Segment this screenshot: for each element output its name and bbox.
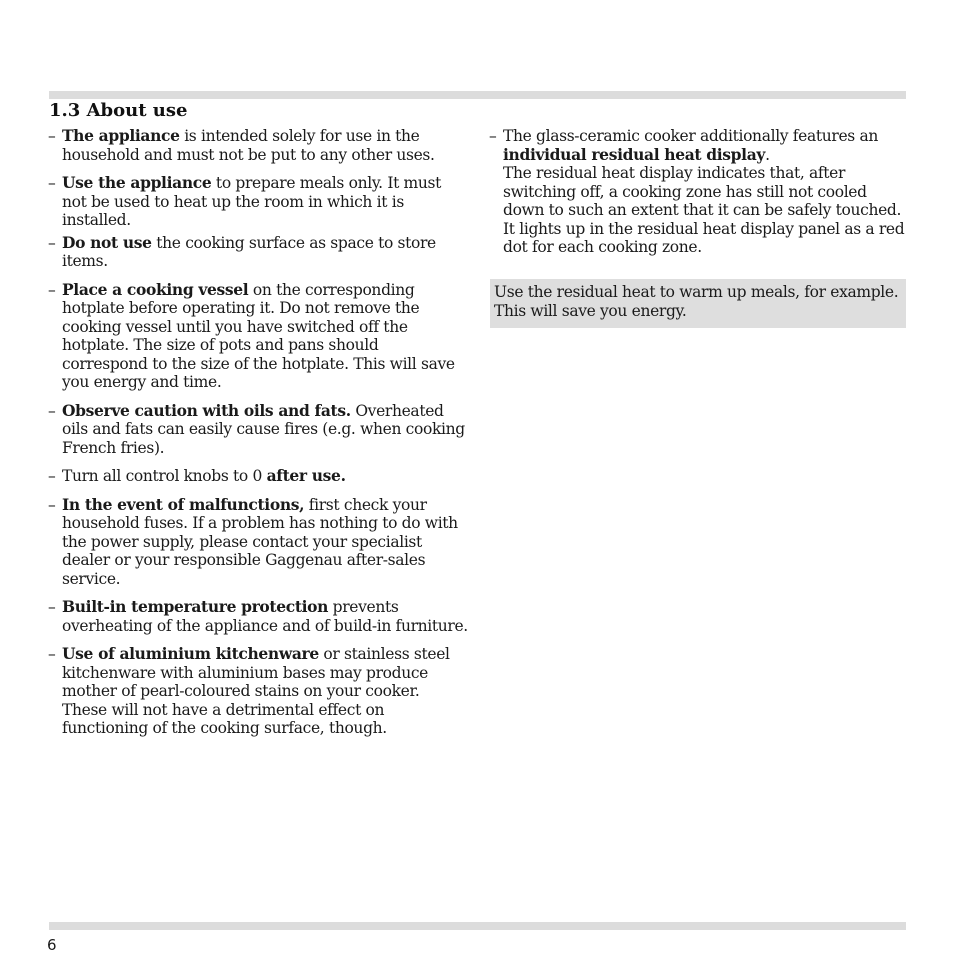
right-column (489, 127, 909, 267)
item-bold: individual residual heat display (503, 144, 766, 164)
bottom-rule (49, 922, 906, 930)
item-text: on the corresponding hotplate before operating it. Do not remove the cooking vessel until you have switched off the hotplate. The size of pots and pans should correspond to the size of the hotplate. This will save you energy and time. (62, 280, 455, 391)
item-text: Turn all control knobs to 0 (62, 467, 267, 485)
list-item-use: – Use the appliance to prepare meals only. It must not be used to heat up the room in which it is installed. (48, 173, 442, 229)
item-bold: Observe caution with oils and fats. (62, 400, 351, 420)
energy-tip-note: Use the residual heat to warm up meals, for example. This will save you energy. (490, 279, 906, 328)
list-item-residual-heat: – The glass-ceramic cooker additionally features an individual residual heat display. The residual heat display indicates that, after switching off, a cooking zone has still not cooled down to such an extent that it can be safely touched. It lights up in the residual heat display panel as a red dot for each cooking zone. (489, 127, 905, 256)
section-heading: 1.3 About use (49, 100, 188, 121)
item-text: the cooking surface as space to store items. (62, 233, 436, 270)
item-text: Overheated oils and fats can easily cause fires (e.g. when cooking French fries). (62, 401, 465, 457)
item-text: or stainless steel kitchenware with aluminium bases may produce mother of pearl-coloured stains on your cooker. These will not have a detrimental effect on functioning of the cooking surface, though. (62, 645, 450, 737)
item-text: prevents overheating of the appliance and of build-in furniture. (62, 598, 468, 635)
top-rule (49, 91, 906, 99)
item-bold: Use of aluminium kitchenware (62, 644, 319, 663)
page-number: 6 (47, 936, 57, 954)
list-item-appliance: – The appliance is intended solely for use in the household and must not be put to any other uses. (48, 126, 435, 164)
item-text: The residual heat display indicates that, after switching off, a cooking zone has still not cooled down to such an extent that it can be safely touched. It lights up in the residual heat display panel as a red dot for each cooking zone. (503, 164, 905, 256)
item-text: is intended solely for use in the household and must not be put to any other uses. (62, 127, 435, 164)
list-item-cooking-vessel: – Place a cooking vessel on the corresponding hotplate before operating it. Do not remove the cooking vessel until you have switched off the hotplate. The size of pots and pans should correspond to the size of the hotplate. This will save you energy and time. (48, 279, 455, 391)
item-text: . (765, 145, 770, 164)
list-item-oils-fats: – Observe caution with oils and fats. Overheated oils and fats can easily cause fires (e.g. when cooking French fries). (48, 400, 465, 457)
list-item-control-knobs: – Turn all control knobs to 0 after use. (48, 466, 346, 485)
list-item-aluminium: – Use of aluminium kitchenware or stainless steel kitchenware with aluminium bases may produce mother of pearl-coloured stains on your cooker. These will not have a detrimental effect on functioning of the cooking surface, though. (48, 644, 450, 737)
item-text: The glass-ceramic cooker additionally features an (503, 127, 878, 145)
item-bold: In the event of malfunctions, (62, 494, 305, 514)
item-bold: after use. (266, 466, 346, 485)
left-column (48, 127, 468, 748)
item-bold: Place a cooking vessel (62, 279, 249, 299)
list-item-malfunctions: – In the event of malfunctions, first check your household fuses. If a problem has nothing to do with the power supply, please contact your specialist dealer or your responsible Gaggenau after-sales service. (48, 494, 458, 588)
list-item-do-not-use: – Do not use the cooking surface as space to store items. (48, 232, 436, 270)
item-bold: Do not use (62, 232, 152, 252)
item-text: first check your household fuses. If a problem has nothing to do with the power supply, please contact your specialist dealer or your responsible Gaggenau after-sales service. (62, 495, 458, 588)
item-bold: The appliance (62, 126, 180, 145)
item-bold: Use the appliance (62, 173, 212, 192)
item-bold: Built-in temperature protection (62, 597, 329, 616)
list-item-temperature-protection: – Built-in temperature protection prevents overheating of the appliance and of build-in furniture. (48, 597, 468, 635)
item-text: to prepare meals only. It must not be used to heat up the room in which it is installed. (62, 174, 442, 229)
